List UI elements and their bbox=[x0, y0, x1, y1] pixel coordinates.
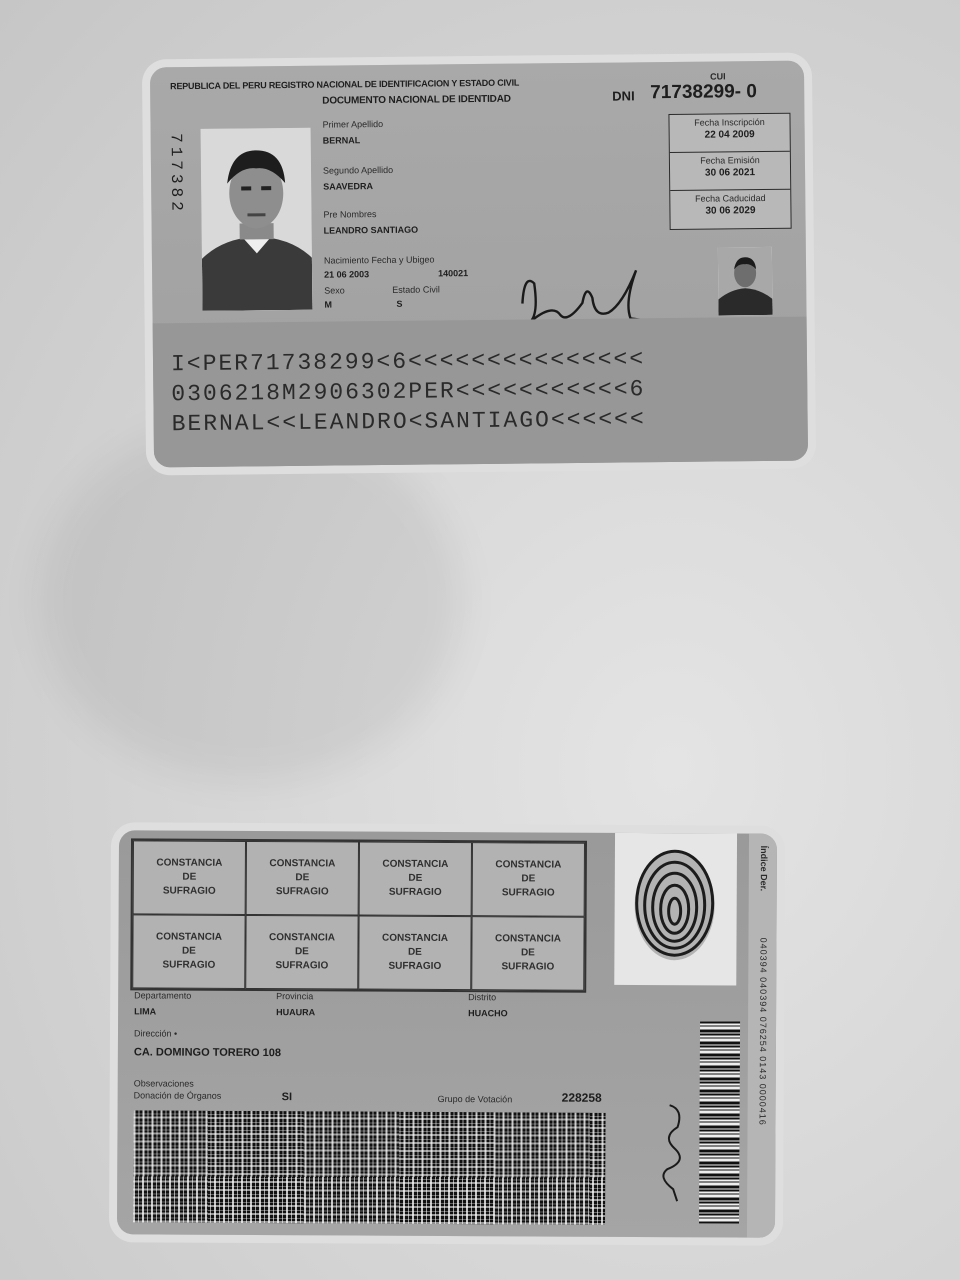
dates-box bbox=[668, 113, 791, 230]
estado-civil-label: Estado Civil bbox=[392, 284, 440, 295]
suffrage-stamp-line: DE bbox=[407, 946, 422, 958]
estado-civil-value: S bbox=[396, 298, 403, 309]
suffrage-stamp-line: CONSTANCIA bbox=[382, 858, 449, 871]
side-code: 040394 040394 076254 0143 0000416 bbox=[757, 937, 769, 1126]
caducidad-cell bbox=[670, 190, 790, 228]
inscripcion-cell bbox=[669, 114, 789, 153]
caducidad-value: 30 06 2029 bbox=[705, 205, 756, 217]
inscripcion-label: Fecha Inscripción bbox=[694, 116, 765, 128]
prenombres-label: Pre Nombres bbox=[323, 209, 377, 220]
primer-apellido-label: Primer Apellido bbox=[322, 118, 384, 130]
suffrage-stamp-line: SUFRAGIO bbox=[501, 887, 555, 899]
dni-label: DNI bbox=[612, 88, 635, 104]
suffrage-stamps-grid bbox=[130, 838, 587, 992]
mrz-line-1: I<PER71738299<6<<<<<<<<<<<<<<< bbox=[170, 346, 646, 378]
suffrage-stamp-line: CONSTANCIA bbox=[382, 932, 448, 945]
document-title: DOCUMENTO NACIONAL DE IDENTIDAD bbox=[322, 93, 511, 107]
ubigeo-value: 140021 bbox=[438, 268, 469, 279]
emision-value: 30 06 2021 bbox=[704, 167, 756, 179]
nacimiento-label: Nacimiento Fecha y Ubigeo bbox=[323, 254, 435, 266]
suffrage-stamp-line: SUFRAGIO bbox=[501, 961, 555, 973]
holder-photo bbox=[201, 128, 313, 311]
suffrage-stamp-line: DE bbox=[520, 947, 535, 959]
direccion-value: CA. DOMINGO TORERO 108 bbox=[133, 1046, 282, 1060]
suffrage-stamp-line: SUFRAGIO bbox=[162, 959, 216, 971]
suffrage-stamp-line: SUFRAGIO bbox=[275, 886, 329, 898]
suffrage-stamp-line: DE bbox=[521, 873, 536, 885]
grupo-votacion-value: 228258 bbox=[561, 1090, 602, 1105]
suffrage-stamp-line: SUFRAGIO bbox=[388, 960, 442, 972]
dni-front-card bbox=[150, 61, 808, 468]
suffrage-stamp-line: DE bbox=[408, 872, 423, 884]
suffrage-stamp bbox=[471, 916, 584, 991]
sexo-value: M bbox=[324, 299, 332, 310]
suffrage-stamp-line: DE bbox=[181, 945, 196, 957]
fingerprint-box bbox=[614, 833, 737, 986]
suffrage-stamp bbox=[132, 914, 245, 989]
provincia-label: Provincia bbox=[276, 991, 314, 1002]
suffrage-stamp bbox=[472, 842, 585, 917]
suffrage-stamp-line: CONSTANCIA bbox=[269, 932, 335, 944]
suffrage-stamp-line: CONSTANCIA bbox=[269, 858, 336, 870]
person-small-portrait-icon bbox=[718, 247, 773, 316]
departamento-label: Departamento bbox=[134, 990, 192, 1001]
emision-label: Fecha Emisión bbox=[700, 155, 760, 166]
sexo-label: Sexo bbox=[324, 285, 345, 296]
segundo-apellido-label: Segundo Apellido bbox=[322, 164, 394, 176]
primer-apellido-value: BERNAL bbox=[322, 135, 361, 146]
issuer-header: REPUBLICA DEL PERU REGISTRO NACIONAL DE IDENTIFICACION Y ESTADO CIVIL bbox=[170, 77, 520, 92]
donacion-value: SI bbox=[281, 1091, 293, 1104]
vertical-dni-number: 717382 bbox=[166, 133, 186, 215]
indice-label: Índice Der. bbox=[758, 845, 769, 892]
suffrage-stamp-line: CONSTANCIA bbox=[495, 933, 561, 945]
distrito-label: Distrito bbox=[468, 992, 497, 1003]
suffrage-stamp-line: CONSTANCIA bbox=[495, 859, 562, 871]
inscripcion-value: 22 04 2009 bbox=[704, 129, 755, 141]
suffrage-stamp-line: CONSTANCIA bbox=[156, 857, 223, 869]
linear-barcode bbox=[699, 1021, 740, 1223]
fingerprint-icon bbox=[614, 833, 737, 986]
observaciones-label: Observaciones bbox=[133, 1078, 194, 1089]
suffrage-stamp bbox=[133, 840, 246, 915]
nacimiento-fecha: 21 06 2003 bbox=[324, 269, 370, 280]
suffrage-stamp-line: SUFRAGIO bbox=[388, 886, 442, 898]
cui-label: CUI bbox=[709, 71, 726, 82]
suffrage-stamp-line: SUFRAGIO bbox=[162, 885, 216, 897]
emision-cell bbox=[670, 152, 790, 191]
provincia-value: HUAURA bbox=[276, 1007, 316, 1018]
departamento-value: LIMA bbox=[134, 1006, 157, 1017]
vertical-signature-icon bbox=[647, 1097, 692, 1207]
suffrage-stamp-line: DE bbox=[295, 872, 310, 884]
suffrage-stamp bbox=[359, 842, 472, 917]
mrz-line-3: BERNAL<<LEANDRO<SANTIAGO<<<<<< bbox=[171, 406, 646, 438]
paper-shadow bbox=[40, 420, 460, 780]
person-portrait-icon bbox=[201, 128, 313, 311]
suffrage-stamp bbox=[358, 916, 471, 991]
holder-ghost-photo bbox=[718, 247, 773, 316]
pdf417-barcode bbox=[133, 1110, 606, 1224]
dni-back-card bbox=[117, 830, 777, 1237]
suffrage-stamp-line: SUFRAGIO bbox=[275, 960, 329, 972]
mrz-line-2: 0306218M2906302PER<<<<<<<<<<<6 bbox=[171, 376, 646, 408]
grupo-votacion-label: Grupo de Votación bbox=[437, 1093, 513, 1105]
caducidad-label: Fecha Caducidad bbox=[694, 192, 766, 204]
donacion-label: Donación de Órganos bbox=[133, 1090, 222, 1101]
prenombres-value: LEANDRO SANTIAGO bbox=[323, 224, 419, 236]
distrito-value: HUACHO bbox=[468, 1008, 508, 1019]
dni-number: 71738299- 0 bbox=[650, 81, 758, 104]
suffrage-stamp bbox=[245, 915, 358, 990]
suffrage-stamp-line: DE bbox=[182, 871, 197, 883]
suffrage-stamp-line: DE bbox=[294, 946, 309, 958]
suffrage-stamp-line: CONSTANCIA bbox=[156, 931, 223, 943]
suffrage-stamp bbox=[246, 841, 359, 916]
segundo-apellido-value: SAAVEDRA bbox=[323, 181, 374, 192]
direccion-label: Dirección • bbox=[133, 1028, 178, 1039]
